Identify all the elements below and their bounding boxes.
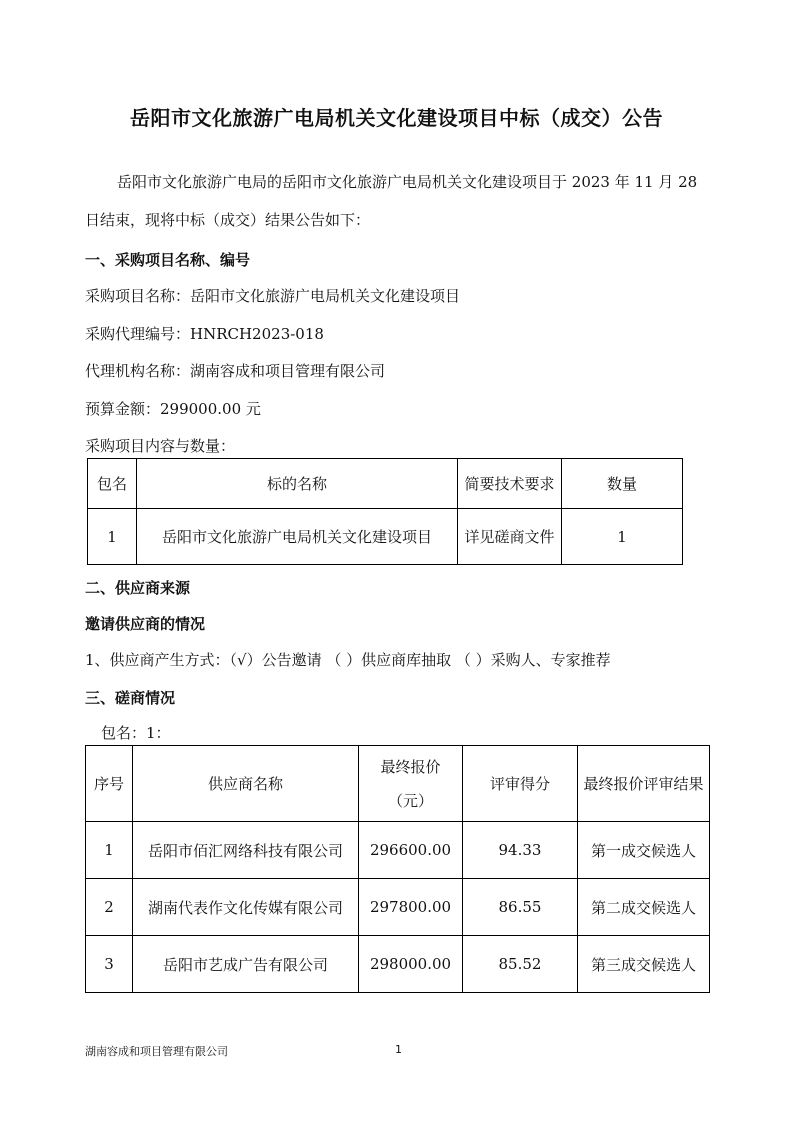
- price-header-line: 最终报价: [380, 757, 441, 776]
- page-number: 1: [395, 1043, 402, 1056]
- content-label: 采购项目内容与数量：: [85, 437, 236, 455]
- section-heading-2: 二、供应商来源: [85, 579, 191, 597]
- table-cell: 岳阳市艺成广告有限公司: [133, 936, 359, 993]
- intro-line-2: 日结束，现将中标（成交）结果公告如下：: [85, 211, 371, 229]
- table-cell: 第三成交候选人: [578, 936, 710, 993]
- table-header-row: [86, 746, 710, 822]
- footer-company: 湖南容成和项目管理有限公司: [85, 1045, 228, 1058]
- section-heading-1: 一、采购项目名称、编号: [85, 251, 251, 269]
- table-cell: 1: [86, 822, 133, 879]
- negotiation-results-table: [85, 745, 710, 993]
- header-cell: 最终报价评审结果: [578, 746, 710, 822]
- table-row: [86, 879, 710, 936]
- table-cell: 86.55: [463, 879, 578, 936]
- header-cell-price: [359, 746, 463, 822]
- table-cell: 1: [562, 509, 683, 565]
- price-header-unit: （元）: [387, 791, 433, 810]
- project-name: 采购项目名称：岳阳市文化旅游广电局机关文化建设项目: [85, 287, 461, 305]
- intro-line-1: 岳阳市文化旅游广电局的岳阳市文化旅游广电局机关文化建设项目于 2023 年 11 月 28: [117, 173, 698, 191]
- header-cell: 标的名称: [137, 459, 458, 509]
- table-cell: 298000.00: [359, 936, 463, 993]
- table-cell: 296600.00: [359, 822, 463, 879]
- header-cell: 序号: [86, 746, 133, 822]
- header-cell: 评审得分: [463, 746, 578, 822]
- header-cell: 简要技术要求: [458, 459, 562, 509]
- budget-amount: 预算金额：299000.00 元: [85, 400, 261, 418]
- table-row: [86, 822, 710, 879]
- table-cell: 岳阳市文化旅游广电局机关文化建设项目: [137, 509, 458, 565]
- table-cell: 详见磋商文件: [458, 509, 562, 565]
- table-row: [86, 936, 710, 993]
- package-label: 包名：1：: [101, 724, 171, 742]
- table-cell: 1: [88, 509, 137, 565]
- table-cell: 湖南代表作文化传媒有限公司: [133, 879, 359, 936]
- header-cell: 数量: [562, 459, 683, 509]
- table-cell: 岳阳市佰汇网络科技有限公司: [133, 822, 359, 879]
- table-cell: 2: [86, 879, 133, 936]
- section-subheading: 邀请供应商的情况: [85, 615, 206, 633]
- header-cell: 包名: [88, 459, 137, 509]
- table-cell: 297800.00: [359, 879, 463, 936]
- table-row: [88, 509, 683, 565]
- table-cell: 94.33: [463, 822, 578, 879]
- page-title: 岳阳市文化旅游广电局机关文化建设项目中标（成交）公告: [130, 106, 663, 130]
- table-header-row: [88, 459, 683, 509]
- agency-name: 代理机构名称：湖南容成和项目管理有限公司: [85, 362, 386, 380]
- table-cell: 3: [86, 936, 133, 993]
- table-cell: 85.52: [463, 936, 578, 993]
- section-heading-3: 三、磋商情况: [85, 689, 176, 707]
- supplier-method: 1、供应商产生方式：（√）公告邀请 （ ）供应商库抽取 （ ）采购人、专家推荐: [85, 651, 611, 669]
- project-content-table: [87, 458, 683, 565]
- agency-number: 采购代理编号：HNRCH2023-018: [85, 325, 324, 343]
- table-cell: 第二成交候选人: [578, 879, 710, 936]
- table-cell: 第一成交候选人: [578, 822, 710, 879]
- header-cell: 供应商名称: [133, 746, 359, 822]
